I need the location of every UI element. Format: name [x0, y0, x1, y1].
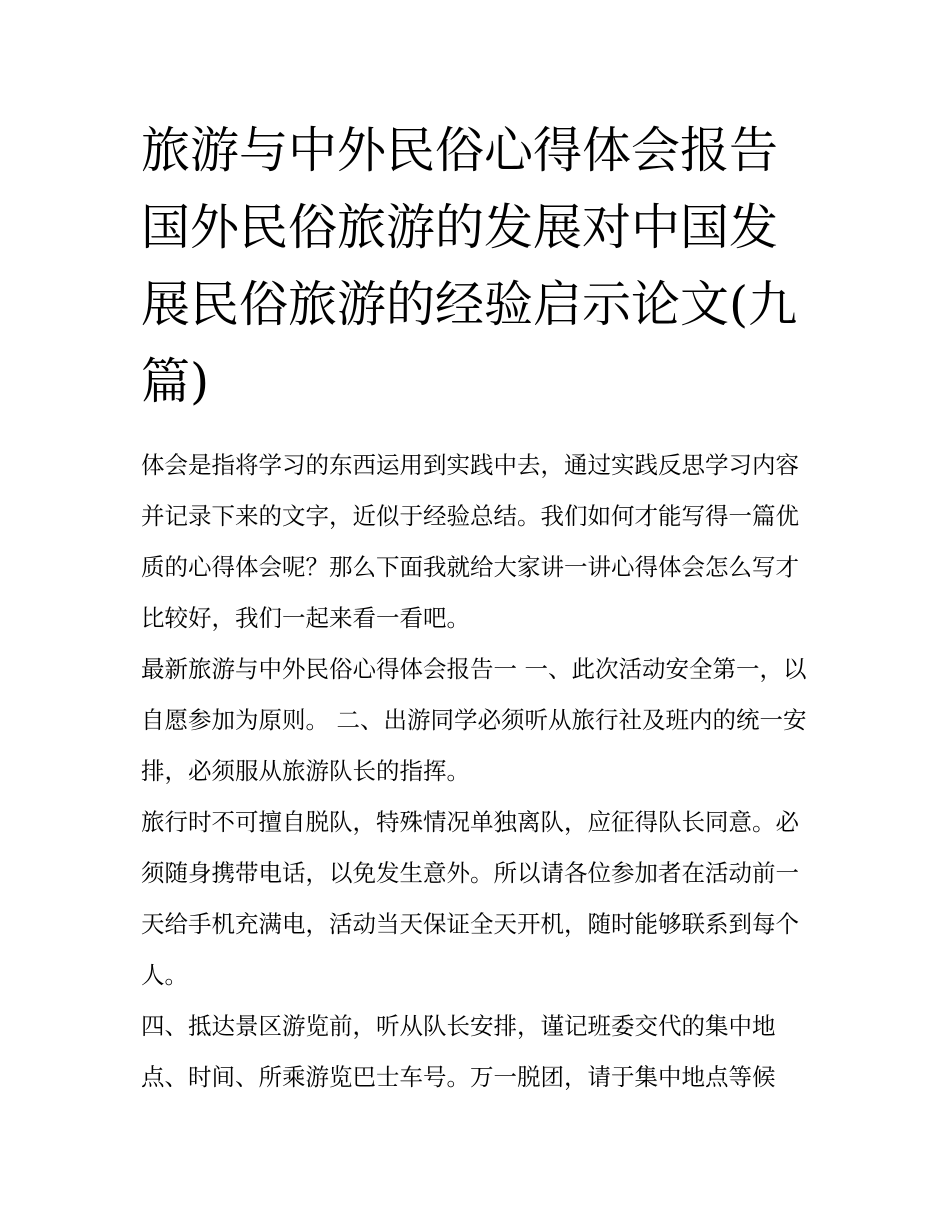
paragraph-intro: 体会是指将学习的东西运用到实践中去，通过实践反思学习内容并记录下来的文字，近似于经验总结。我们如何才能写得一篇优质的心得体会呢？那么下面我就给大家讲一讲心得体会怎么写才比较好，我们一起来看一看吧。: [141, 451, 799, 632]
document-title: 旅游与中外民俗心得体会报告国外民俗旅游的发展对中国发展民俗旅游的经验启示论文(九篇): [141, 122, 798, 410]
paragraph-report-one: 最新旅游与中外民俗心得体会报告一 一、此次活动安全第一，以自愿参加为原则。 二、出游同学必须听从旅行社及班内的统一安排，必须服从旅游队长的指挥。: [141, 655, 807, 785]
paragraph-travel-rules: 旅行时不可擅自脱队，特殊情况单独离队，应征得队长同意。必须随身携带电话，以免发生意外。所以请各位参加者在活动前一天给手机充满电，活动当天保证全天开机，随时能够联系到每个人。: [141, 808, 799, 989]
paragraph-arrival-rules: 四、抵达景区游览前，听从队长安排，谨记班委交代的集中地点、时间、所乘游览巴士车号。万一脱团，请于集中地点等候: [141, 1012, 776, 1091]
document-body: [141, 112, 816, 1103]
